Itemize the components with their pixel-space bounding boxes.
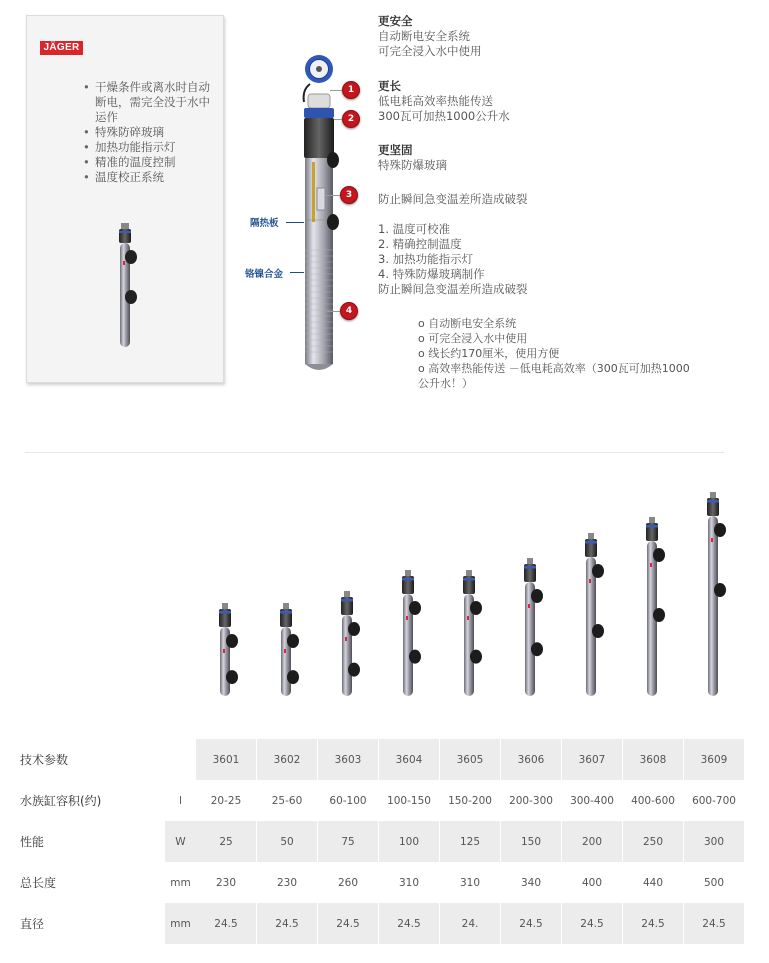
model-cell: 3609	[684, 739, 745, 780]
value-cell: 60-100	[318, 780, 379, 821]
bullet-list	[418, 316, 690, 391]
value-cell: 340	[501, 862, 562, 903]
value-cell: 50	[257, 821, 318, 862]
value-cell: 24.5	[623, 903, 684, 944]
unit-cell: l	[179, 794, 182, 807]
model-cell: 3608	[623, 739, 684, 780]
callout-marker-1: 1	[342, 81, 360, 99]
description-block	[378, 14, 482, 59]
heater-product-3606	[524, 558, 543, 696]
value-cell: 500	[684, 862, 745, 903]
value-cell: 100-150	[379, 780, 440, 821]
numbered-item: 4. 特殊防爆玻璃制作	[378, 267, 485, 281]
model-cell: 3607	[562, 739, 623, 780]
value-cell: 24.5	[318, 903, 379, 944]
brand-logo: JÄGER	[40, 41, 83, 55]
numbered-item: 2. 精确控制温度	[378, 237, 462, 251]
value-cell: 24.5	[501, 903, 562, 944]
value-cell: 200-300	[501, 780, 562, 821]
numbered-list	[378, 222, 528, 297]
table-row	[20, 821, 745, 862]
spec-label: 水族缸容积(约)	[20, 794, 102, 808]
heater-product-3605	[463, 570, 482, 696]
unit-cell: mm	[165, 903, 196, 944]
spec-label: 总长度	[20, 876, 57, 890]
bullet-item: o 线长约170厘米，使用方便	[418, 347, 560, 360]
model-cell: 3604	[379, 739, 440, 780]
value-cell: 100	[379, 821, 440, 862]
desc-line: 低电耗高效率热能传送	[378, 94, 493, 108]
model-cell: 3602	[257, 739, 318, 780]
part-label-heat-shield: 隔热板	[250, 218, 279, 229]
value-cell: 200	[562, 821, 623, 862]
value-cell: 300-400	[562, 780, 623, 821]
heater-product-3608	[646, 517, 665, 696]
feature-item: • 特殊防碎玻璃	[83, 125, 213, 140]
spec-label: 性能	[20, 835, 45, 849]
value-cell: 230	[196, 862, 257, 903]
callout-marker-3: 3	[340, 186, 358, 204]
callout-marker-4: 4	[340, 302, 358, 320]
value-cell: 310	[379, 862, 440, 903]
feature-item: • 干燥条件或离水时自动断电，需完全没于水中运作	[83, 80, 213, 125]
value-cell: 400-600	[623, 780, 684, 821]
table-row	[20, 739, 745, 780]
callout-marker-2: 2	[342, 110, 360, 128]
desc-line: 特殊防爆玻璃	[378, 158, 447, 172]
value-cell: 250	[623, 821, 684, 862]
value-cell: 230	[257, 862, 318, 903]
numbered-note: 防止瞬间急变温差所造成破裂	[378, 282, 528, 296]
spec-label: 技术参数	[20, 739, 165, 780]
value-cell: 75	[318, 821, 379, 862]
value-cell: 24.5	[379, 903, 440, 944]
heater-product-3604	[402, 570, 421, 696]
table-row	[20, 862, 745, 903]
heater-thumbnail-image	[113, 221, 139, 351]
bullet-item: 公升水！）	[418, 377, 473, 390]
value-cell: 25	[196, 821, 257, 862]
value-cell: 260	[318, 862, 379, 903]
value-cell: 25-60	[257, 780, 318, 821]
desc-line: 自动断电安全系统	[378, 29, 470, 43]
sturdier-title: 更坚固	[378, 143, 413, 157]
safer-title: 更安全	[378, 14, 413, 28]
value-cell: 24.	[440, 903, 501, 944]
value-cell: 300	[684, 821, 745, 862]
numbered-item: 3. 加热功能指示灯	[378, 252, 474, 266]
bullet-item: o 自动断电安全系统	[418, 317, 517, 330]
product-lineup-image	[195, 490, 745, 702]
table-row	[20, 903, 745, 944]
heater-product-3607	[585, 533, 604, 696]
value-cell: 440	[623, 862, 684, 903]
value-cell: 24.5	[684, 903, 745, 944]
heater-product-3609	[707, 492, 726, 696]
spec-table	[20, 739, 745, 944]
numbered-item: 1. 温度可校准	[378, 222, 451, 236]
bullet-item: o 可完全浸入水中使用	[418, 332, 528, 345]
unit-cell: W	[165, 821, 196, 862]
part-label-alloy: 铬镍合金	[245, 269, 284, 280]
model-cell: 3603	[318, 739, 379, 780]
spec-label: 直径	[20, 917, 45, 931]
model-cell: 3606	[501, 739, 562, 780]
value-cell: 20-25	[196, 780, 257, 821]
value-cell: 400	[562, 862, 623, 903]
model-cell: 3605	[440, 739, 501, 780]
feature-item: • 精准的温度控制	[83, 155, 213, 170]
heater-product-3601	[219, 603, 238, 696]
feature-list	[83, 80, 213, 185]
section-divider	[25, 452, 724, 453]
desc-line: 防止瞬间急变温差所造成破裂	[378, 192, 528, 206]
value-cell: 600-700	[684, 780, 745, 821]
desc-line: 可完全浸入水中使用	[378, 44, 482, 58]
feature-item: • 温度校正系统	[83, 170, 213, 185]
desc-line: 300瓦可加热1000公升水	[378, 109, 510, 123]
value-cell: 310	[440, 862, 501, 903]
longer-title: 更长	[378, 79, 401, 93]
value-cell: 24.5	[562, 903, 623, 944]
heater-product-3603	[341, 591, 360, 696]
value-cell: 125	[440, 821, 501, 862]
value-cell: 24.5	[196, 903, 257, 944]
value-cell: 150	[501, 821, 562, 862]
heater-product-3602	[280, 603, 299, 696]
unit-cell: mm	[170, 876, 191, 889]
feature-item: • 加热功能指示灯	[83, 140, 213, 155]
product-card	[26, 15, 224, 383]
value-cell: 150-200	[440, 780, 501, 821]
bullet-item: o 高效率热能传送 －低电耗高效率（300瓦可加热1000	[418, 362, 690, 375]
table-row	[20, 780, 745, 821]
model-cell: 3601	[196, 739, 257, 780]
value-cell: 24.5	[257, 903, 318, 944]
